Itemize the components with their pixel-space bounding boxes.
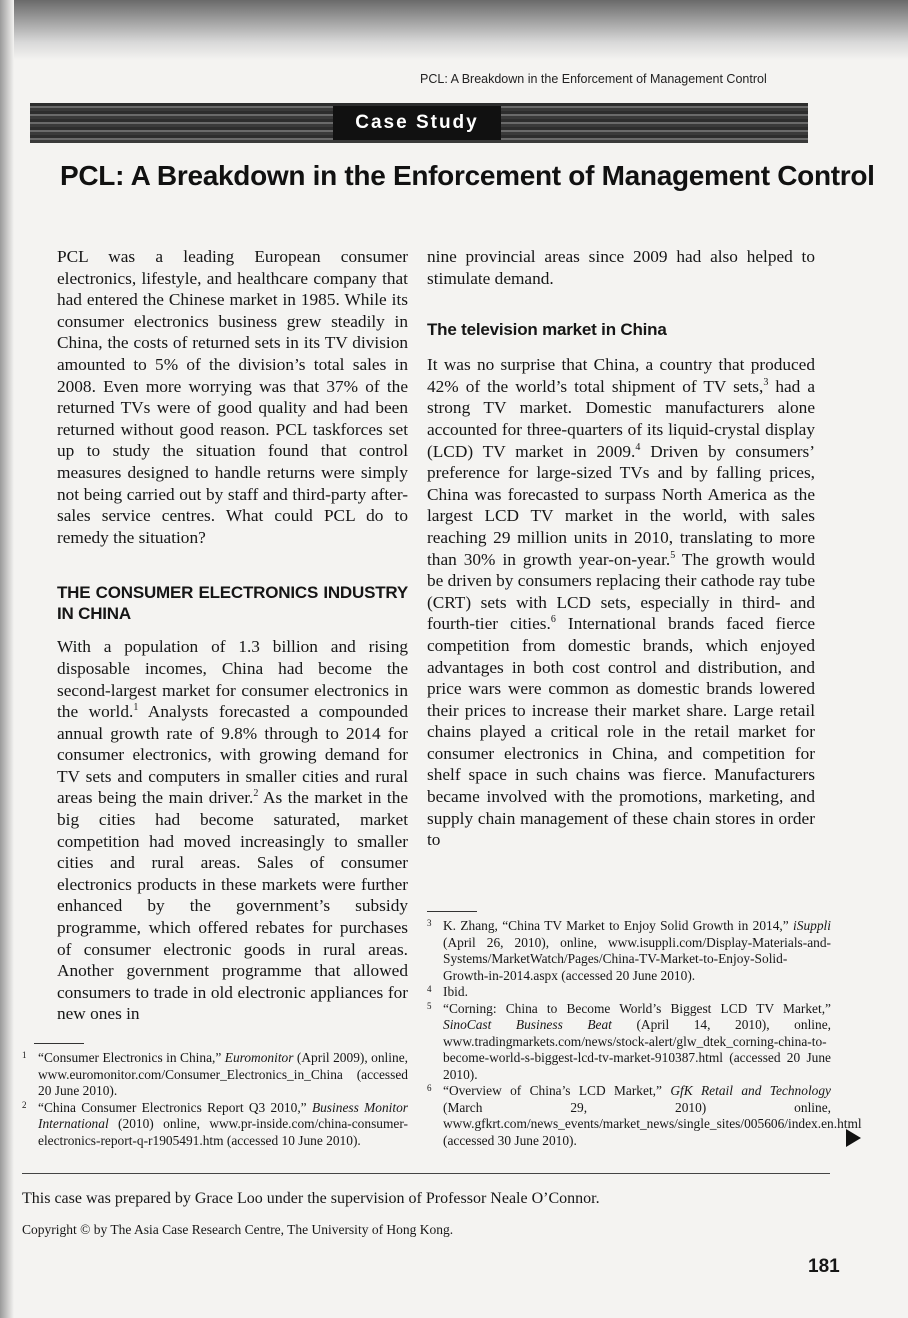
continuation-paragraph xyxy=(427,246,815,289)
footnote xyxy=(427,1001,831,1084)
footnote-rule xyxy=(427,911,477,912)
footnote-marker: 6 xyxy=(550,614,556,626)
text-run: had a strong TV market. Domestic manufacturers alone accounted for three-quarters of its liquid-crystal display (LCD) TV market in 2009. xyxy=(427,376,815,461)
footnote-number: 3 xyxy=(427,918,432,928)
footnote-marker: 4 xyxy=(635,441,641,453)
section-heading: THE CONSUMER ELECTRONICS INDUSTRY IN CHINA xyxy=(57,583,408,624)
text-run: As the market in the big cities had become saturated, market competition had moved increasingly to smaller cities and rural areas. Sales of consumer electronics products in these markets were further enhanced by the government’s subsidy programme, which offered rebates for purchases of consumer electronic goods in rural areas. Another government programme that allowed consumers to trade in old electronic appliances for new ones in xyxy=(57,788,409,1024)
page-number: 181 xyxy=(808,1256,840,1277)
italic-text: GfK Retail and Technology xyxy=(670,1083,831,1098)
left-column xyxy=(22,246,408,1149)
text-run: (April 2009), online, www.euromonitor.com/Consumer_Electronics_in_China (accessed 20 June 2010). xyxy=(38,1050,408,1098)
text-run: nine provincial areas since 2009 had also helped to stimulate demand. xyxy=(427,247,815,288)
footnotes-left xyxy=(22,1025,408,1149)
right-column xyxy=(427,246,862,1149)
text-run: “Corning: China to Become World’s Biggest LCD TV Market,” xyxy=(443,1000,831,1016)
footnote-number: 5 xyxy=(427,1000,432,1011)
case-study-label: Case Study xyxy=(333,106,501,140)
text-run: “Consumer Electronics in China,” xyxy=(38,1050,225,1065)
text-run: With a population of 1.3 billion and rising disposable incomes, China had become the second-largest market for consumer electronics in the world. xyxy=(57,637,408,722)
footnote-marker: 3 xyxy=(763,377,769,389)
italic-text: Business Monitor International xyxy=(38,1099,409,1131)
text-run: (April 26, 2010), online, www.isuppli.com/Display-Materials-and-Systems/MarketWatch/Pages/China-TV-Market-to-Enjoy-Solid-Growth-in-2014.aspx (accessed 20 June 2010). xyxy=(443,934,831,983)
text-run: Driven by consumers’ preference for large-sized TVs and by falling prices, China was forecasted to surpass North America as the largest LCD TV market in the world, with sales reaching 29 million units in 2010, translating to more than 30% in growth year-on-year. xyxy=(427,441,815,569)
footnote xyxy=(427,1083,862,1149)
running-header: PCL: A Breakdown in the Enforcement of Management Control xyxy=(420,72,767,86)
text-run: The growth would be driven by consumers replacing their cathode ray tube (CRT) sets with LCD sets, especially in third- and fourth-tier cities. xyxy=(427,549,815,634)
prepared-by-note: This case was prepared by Grace Loo under the supervision of Professor Neale O’Connor. xyxy=(22,1190,600,1207)
footnote-number: 6 xyxy=(427,1083,432,1093)
text-run: Ibid. xyxy=(443,984,468,999)
footnote-marker: 1 xyxy=(133,702,139,714)
footnote-number: 4 xyxy=(427,984,432,994)
text-run: Analysts forecasted a compounded annual growth rate of 9.8% through to 2014 for consumer electronics, with growing demand for TV sets and computers in smaller cities and rural areas being the main driver. xyxy=(57,702,408,808)
continue-arrow-icon xyxy=(846,1129,861,1147)
text-run: PCL was a leading European consumer electronics, lifestyle, and healthcare company that had entered the Chinese market in 1985. While its consumer electronics business grew steadily in China, the costs of returned sets in its TV division amounted to 5% of the division’s total sales in 2008. Even more worrying was that 37% of the returned TVs were of good quality and had been returned without good reason. PCL taskforces set up to study the situation found that control measures designed to handle returns were simply not being carried out by staff and third-party after-sales service centres. What could PCL do to remedy the situation? xyxy=(57,247,408,547)
page-title: PCL: A Breakdown in the Enforcement of Management Control xyxy=(60,160,875,191)
page-footer xyxy=(22,1173,908,1318)
left-column-text xyxy=(22,246,408,1025)
right-column-text xyxy=(427,246,815,851)
text-run: K. Zhang, “China TV Market to Enjoy Solid Growth in 2014,” xyxy=(443,918,794,933)
footnote-number: 1 xyxy=(22,1050,27,1060)
text-run: It was no surprise that China, a country that produced 42% of the world’s total shipment of TV sets, xyxy=(427,355,815,396)
footnotes-right xyxy=(427,893,862,1149)
italic-text: Euromonitor xyxy=(224,1050,294,1065)
text-run: International brands faced fierce competition from domestic brands, which enjoyed advantages in both cost control and distribution, and price wars were common as domestic brands lowered their prices to increase their market share. Large retail chains played a critical role in the retail market for consumer electronics in China, and competition for shelf space in such chains was fierce. Manufacturers became involved with the promotions, marketing, and supply chain management of these chain stores in order to xyxy=(427,614,815,850)
text-run: “China Consumer Electronics Report Q3 2010,” xyxy=(38,1099,312,1115)
text-run: (March 29, 2010) online, www.gfkrt.com/news_events/market_news/single_sites/005606/index.en.html (accessed 30 June 2010). xyxy=(443,1099,862,1148)
footnote xyxy=(427,918,831,984)
italic-text: iSuppli xyxy=(793,918,831,933)
body-paragraph xyxy=(57,636,408,1025)
footnote xyxy=(427,984,831,1001)
footnote-marker: 2 xyxy=(253,788,259,800)
italic-text: SinoCast Business Beat xyxy=(443,1017,612,1032)
text-run: (2010) online, www.pr-inside.com/china-consumer-electronics-report-q-r1905491.htm (accessed 10 June 2010). xyxy=(38,1116,408,1148)
intro-paragraph xyxy=(57,246,408,548)
footnote-marker: 5 xyxy=(670,549,676,561)
footnote-number: 2 xyxy=(22,1099,27,1110)
footnote xyxy=(22,1050,408,1100)
body-paragraph xyxy=(427,354,815,851)
text-run: (April 14, 2010), online, www.tradingmarkets.com/news/stock-alert/glw_dtek_corning-china-to-become-world-s-biggest-lcd-tv-market-910387.html (accessed 20 June 2010). xyxy=(443,1017,831,1082)
text-run: “Overview of China’s LCD Market,” xyxy=(443,1083,671,1098)
footnote xyxy=(22,1100,408,1150)
footnote-rule xyxy=(34,1043,84,1044)
divider xyxy=(22,1173,830,1174)
subsection-heading: The television market in China xyxy=(427,320,667,340)
copyright-note: Copyright © by The Asia Case Research Centre, The University of Hong Kong. xyxy=(22,1222,454,1237)
